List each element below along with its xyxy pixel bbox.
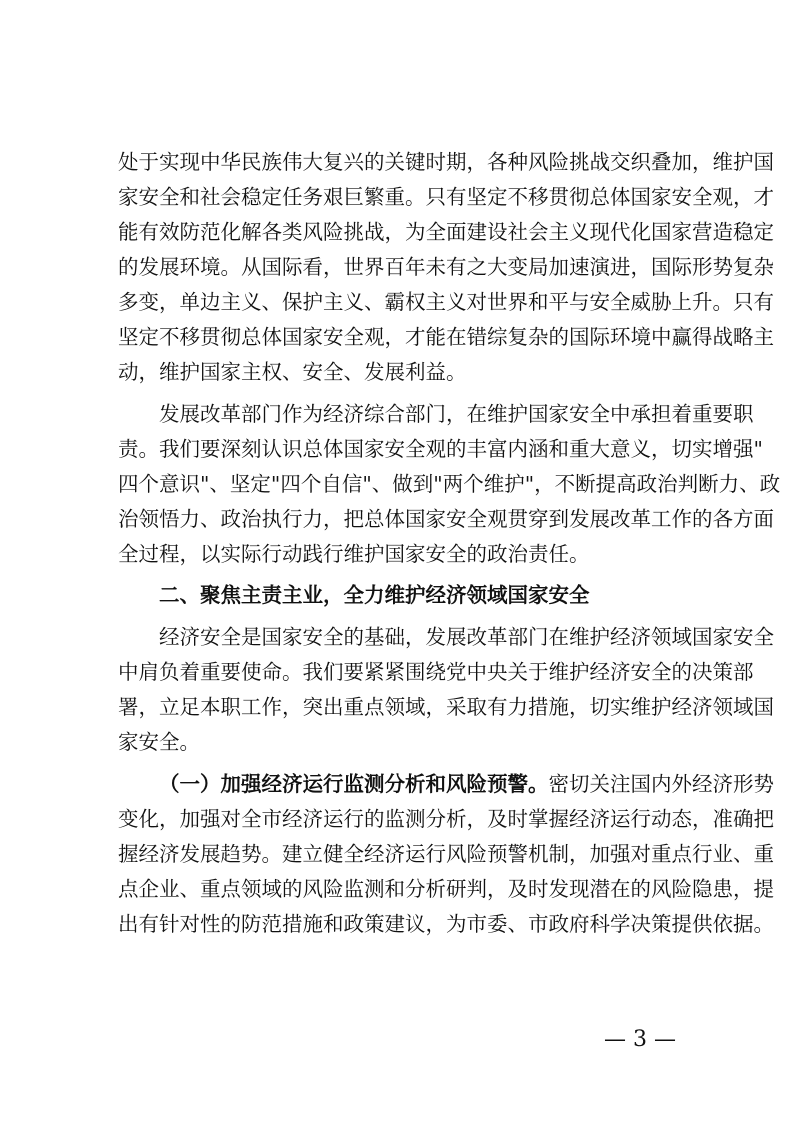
paragraph-line: 处于实现中华民族伟大复兴的关键时期，各种风险挑战交织叠加，维护国 [118,150,774,174]
paragraph-line: 家安全。 [118,730,200,754]
paragraph-line: 经济安全是国家安全的基础，发展改革部门在维护经济领域国家安全 [159,625,774,649]
subsection-title: （一）加强经济运行监测分析和风险预警。 [159,772,549,796]
paragraph-line: 出有针对性的防范措施和政策建议，为市委、市政府科学决策提供依据。 [118,912,774,936]
paragraph-line: 坚定不移贯彻总体国家安全观，才能在错综复杂的国际环境中赢得战略主 [118,325,774,349]
subsection-text: 密切关注国内外经济形势 [548,772,774,796]
paragraph-line: 动，维护国家主权、安全、发展利益。 [118,360,467,384]
paragraph-line: 握经济发展趋势。建立健全经济运行风险预警机制，加强对重点行业、重 [118,842,774,866]
page-number: — 3 — [604,1027,676,1052]
paragraph-line: 多变，单边主义、保护主义、霸权主义对世界和平与安全威胁上升。只有 [118,290,774,314]
paragraph-line: 全过程，以实际行动践行维护国家安全的政治责任。 [118,542,590,566]
paragraph-line: 治领悟力、政治执行力，把总体国家安全观贯穿到发展改革工作的各方面 [118,507,774,531]
section-heading: 二、聚焦主责主业，全力维护经济领域国家安全 [159,583,590,607]
paragraph-line: 四个意识"、坚定"四个自信"、做到"两个维护"，不断提高政治判断力、政 [118,472,781,496]
paragraph-line: 家安全和社会稳定任务艰巨繁重。只有坚定不移贯彻总体国家安全观，才 [118,185,774,209]
paragraph-line: 责。我们要深刻认识总体国家安全观的丰富内涵和重大意义，切实增强" [118,437,763,461]
paragraph-line: 发展改革部门作为经济综合部门，在维护国家安全中承担着重要职 [159,402,754,426]
subsection-line [159,767,774,801]
paragraph-line: 署，立足本职工作，突出重点领域，采取有力措施，切实维护经济领域国 [118,695,774,719]
paragraph-line: 的发展环境。从国际看，世界百年未有之大变局加速演进，国际形势复杂 [118,255,774,279]
paragraph-line: 点企业、重点领域的风险监测和分析研判，及时发现潜在的风险隐患，提 [118,877,774,901]
paragraph-line: 能有效防范化解各类风险挑战，为全面建设社会主义现代化国家营造稳定 [118,220,774,244]
paragraph-line: 变化，加强对全市经济运行的监测分析，及时掌握经济运行动态，准确把 [118,807,774,831]
paragraph-line: 中肩负着重要使命。我们要紧紧围绕党中央关于维护经济安全的决策部 [118,660,754,684]
